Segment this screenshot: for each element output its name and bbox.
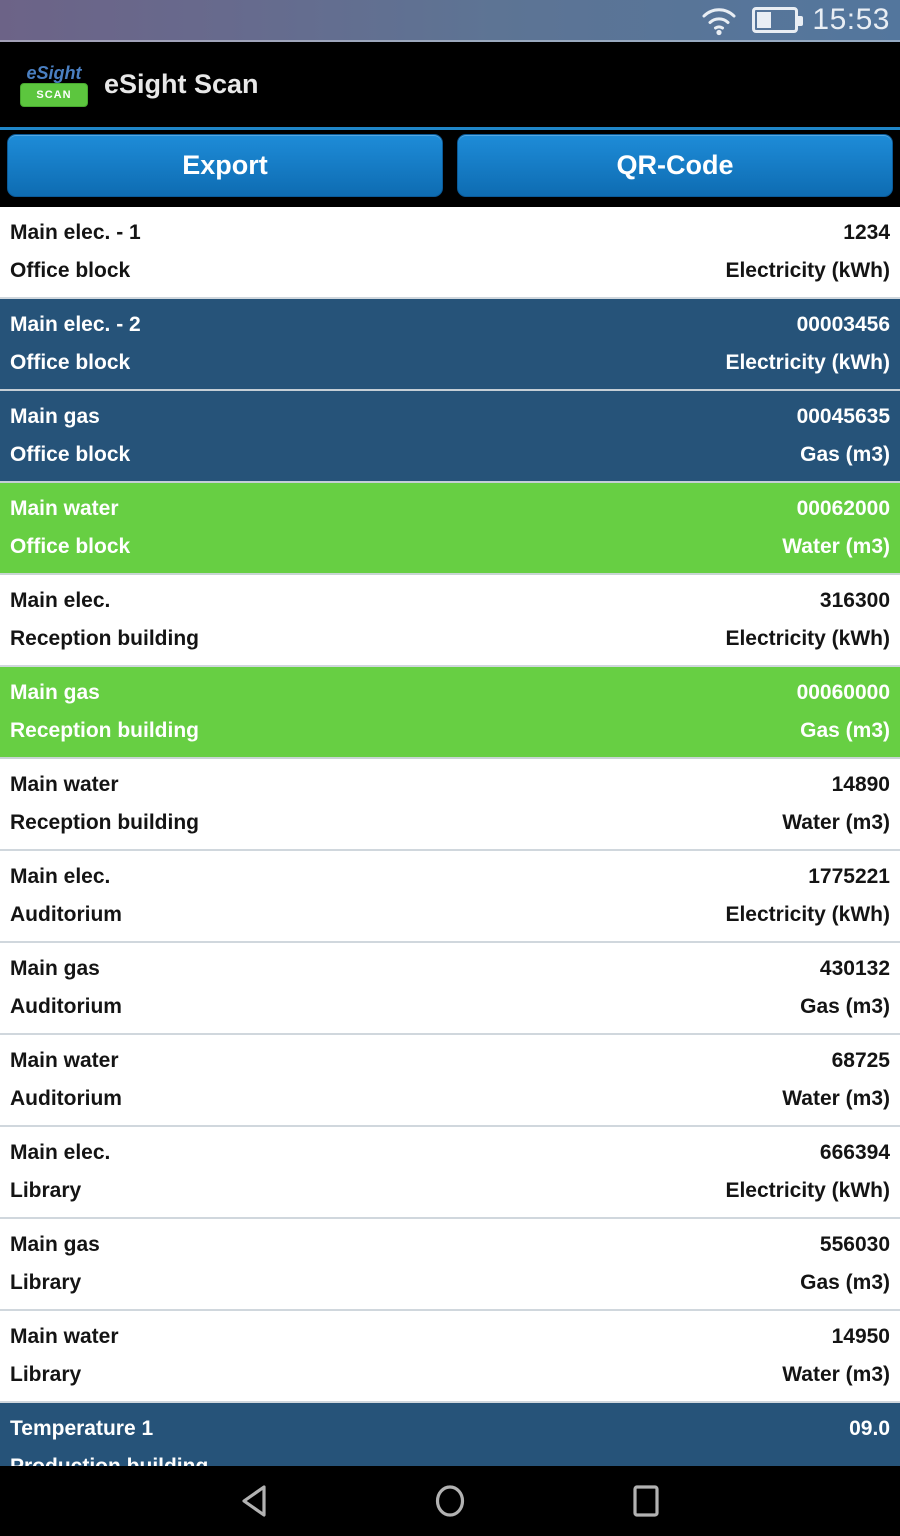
meter-unit: Gas (m3) xyxy=(800,443,890,466)
meter-row[interactable] xyxy=(0,943,900,1035)
meter-name: Main elec. - 1 xyxy=(10,221,141,244)
meter-row-top-line xyxy=(10,1048,890,1074)
meter-name: Temperature 1 xyxy=(10,1417,154,1440)
meter-row-top-line xyxy=(10,404,890,430)
meter-location: Reception building xyxy=(10,627,199,650)
meter-value: 430132 xyxy=(819,957,890,980)
meter-list xyxy=(0,207,900,1495)
meter-unit: Water (m3) xyxy=(782,1087,890,1110)
wifi-icon xyxy=(700,4,738,36)
meter-value: 666394 xyxy=(819,1141,890,1164)
meter-row[interactable] xyxy=(0,1219,900,1311)
meter-value: 09.0 xyxy=(849,1417,890,1440)
meter-row[interactable] xyxy=(0,207,900,299)
meter-name: Main elec. - 2 xyxy=(10,313,141,336)
home-icon[interactable] xyxy=(431,1482,469,1520)
meter-row-top-line xyxy=(10,864,890,890)
meter-row-top-line xyxy=(10,588,890,614)
meter-row-top-line xyxy=(10,1324,890,1350)
meter-unit: Gas (m3) xyxy=(800,1271,890,1294)
meter-row-bottom-line xyxy=(10,1178,890,1204)
meter-name: Main elec. xyxy=(10,589,111,612)
android-nav-bar xyxy=(0,1466,900,1536)
meter-unit: Gas (m3) xyxy=(800,995,890,1018)
meter-name: Main gas xyxy=(10,681,100,704)
meter-row-bottom-line xyxy=(10,1086,890,1112)
meter-row-top-line xyxy=(10,1232,890,1258)
meter-location: Auditorium xyxy=(10,903,122,926)
battery-icon xyxy=(752,7,798,33)
status-bar xyxy=(0,0,900,42)
meter-value: 316300 xyxy=(819,589,890,612)
meter-row-bottom-line xyxy=(10,534,890,560)
meter-name: Main water xyxy=(10,1325,119,1348)
meter-row[interactable] xyxy=(0,299,900,391)
meter-row-bottom-line xyxy=(10,626,890,652)
meter-row-bottom-line xyxy=(10,718,890,744)
meter-value: 14950 xyxy=(831,1325,890,1348)
meter-row[interactable] xyxy=(0,759,900,851)
meter-row-top-line xyxy=(10,496,890,522)
meter-unit: Electricity (kWh) xyxy=(725,903,890,926)
esight-logo-text: eSight xyxy=(26,62,82,83)
meter-name: Main water xyxy=(10,1049,119,1072)
status-clock: 15:53 xyxy=(812,3,890,36)
meter-name: Main gas xyxy=(10,405,100,428)
meter-row-bottom-line xyxy=(10,442,890,468)
meter-name: Main water xyxy=(10,497,119,520)
meter-name: Main gas xyxy=(10,1233,100,1256)
meter-location: Office block xyxy=(10,259,131,282)
meter-value: 00045635 xyxy=(796,405,890,428)
meter-row[interactable] xyxy=(0,391,900,483)
esight-scan-badge: SCAN xyxy=(20,83,88,107)
meter-row-top-line xyxy=(10,1416,890,1442)
meter-unit: Water (m3) xyxy=(782,1363,890,1386)
meter-value: 1775221 xyxy=(808,865,890,888)
meter-row[interactable] xyxy=(0,1311,900,1403)
meter-row-top-line xyxy=(10,1140,890,1166)
meter-name: Main water xyxy=(10,773,119,796)
meter-unit: Gas (m3) xyxy=(800,719,890,742)
recents-icon[interactable] xyxy=(627,1482,665,1520)
meter-row-top-line xyxy=(10,220,890,246)
esight-logo xyxy=(20,63,88,107)
meter-unit: Electricity (kWh) xyxy=(725,351,890,374)
meter-value: 556030 xyxy=(819,1233,890,1256)
meter-row-bottom-line xyxy=(10,994,890,1020)
meter-value: 1234 xyxy=(843,221,890,244)
meter-row[interactable] xyxy=(0,575,900,667)
meter-location: Auditorium xyxy=(10,995,122,1018)
meter-row[interactable] xyxy=(0,483,900,575)
qr-code-button[interactable]: QR-Code xyxy=(457,134,893,197)
meter-row[interactable] xyxy=(0,1127,900,1219)
meter-row-top-line xyxy=(10,956,890,982)
meter-unit: Electricity (kWh) xyxy=(725,259,890,282)
meter-value: 68725 xyxy=(831,1049,890,1072)
meter-location: Office block xyxy=(10,535,131,558)
meter-row[interactable] xyxy=(0,851,900,943)
meter-row-top-line xyxy=(10,680,890,706)
meter-row-top-line xyxy=(10,312,890,338)
meter-row-bottom-line xyxy=(10,810,890,836)
meter-row[interactable] xyxy=(0,1035,900,1127)
meter-row-bottom-line xyxy=(10,1270,890,1296)
meter-row-top-line xyxy=(10,772,890,798)
page-title: eSight Scan xyxy=(104,69,259,99)
export-button[interactable]: Export xyxy=(7,134,443,197)
meter-unit: Electricity (kWh) xyxy=(725,1179,890,1202)
meter-location: Reception building xyxy=(10,719,199,742)
meter-value: 14890 xyxy=(831,773,890,796)
meter-row[interactable] xyxy=(0,667,900,759)
meter-row-bottom-line xyxy=(10,350,890,376)
toolbar xyxy=(0,130,900,207)
back-icon[interactable] xyxy=(235,1482,273,1520)
meter-location: Library xyxy=(10,1271,82,1294)
meter-name: Main gas xyxy=(10,957,100,980)
meter-location: Reception building xyxy=(10,811,199,834)
meter-value: 00060000 xyxy=(796,681,890,704)
meter-location: Office block xyxy=(10,443,131,466)
meter-row-bottom-line xyxy=(10,258,890,284)
meter-value: 00003456 xyxy=(796,313,890,336)
meter-unit: Water (m3) xyxy=(782,535,890,558)
meter-name: Main elec. xyxy=(10,1141,111,1164)
meter-name: Main elec. xyxy=(10,865,111,888)
meter-row-bottom-line xyxy=(10,902,890,928)
meter-location: Library xyxy=(10,1363,82,1386)
meter-unit: Electricity (kWh) xyxy=(725,627,890,650)
meter-row-bottom-line xyxy=(10,1362,890,1388)
app-bar xyxy=(0,42,900,127)
meter-location: Auditorium xyxy=(10,1087,122,1110)
meter-value: 00062000 xyxy=(796,497,890,520)
meter-location: Office block xyxy=(10,351,131,374)
meter-location: Library xyxy=(10,1179,82,1202)
meter-unit: Water (m3) xyxy=(782,811,890,834)
